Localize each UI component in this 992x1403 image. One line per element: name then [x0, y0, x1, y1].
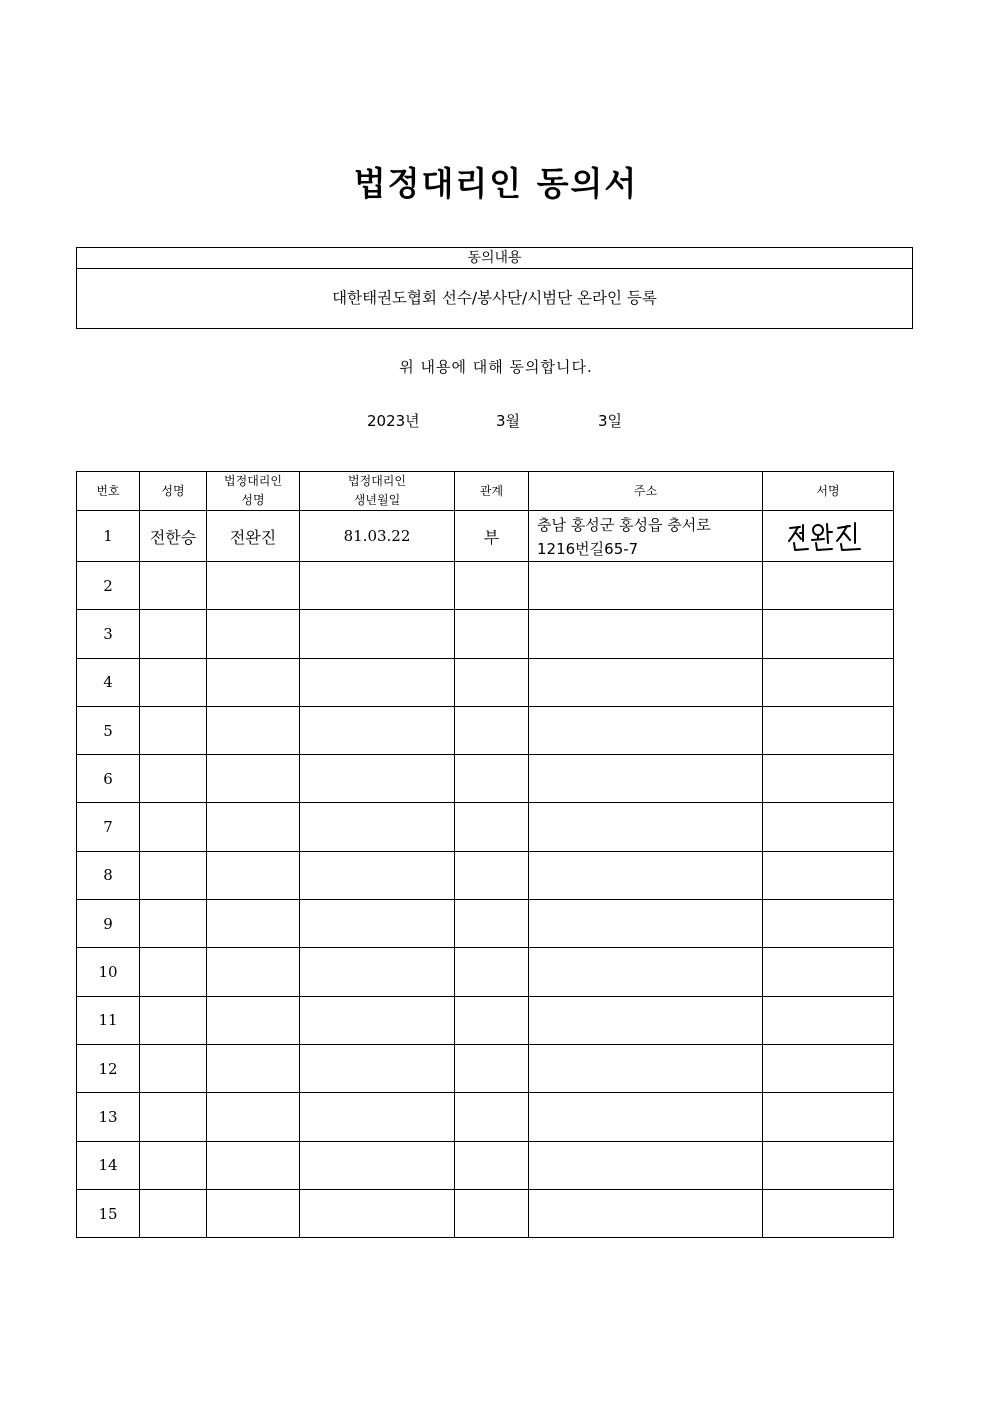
table-header-row [77, 472, 894, 511]
consent-header: 동의내용 [77, 248, 912, 269]
header-name: 성명 [140, 472, 207, 511]
table-row [77, 803, 894, 851]
guardian-table [76, 471, 894, 1238]
row-no: 10 [77, 948, 140, 996]
row-no: 5 [77, 706, 140, 754]
header-guardian-name [207, 472, 300, 511]
agree-statement: 위 내용에 대해 동의합니다. [399, 358, 593, 376]
row-no: 9 [77, 900, 140, 948]
table-row [77, 706, 894, 754]
table-row [77, 996, 894, 1044]
header-signature: 서명 [763, 472, 894, 511]
table-row [77, 1093, 894, 1141]
row-no: 11 [77, 996, 140, 1044]
header-guardian-name-line1: 법정대리인 [224, 474, 282, 488]
row-relation: 부 [455, 511, 529, 562]
table-row [77, 562, 894, 610]
header-relation: 관계 [455, 472, 529, 511]
row-no: 7 [77, 803, 140, 851]
row-no: 4 [77, 658, 140, 706]
date-day: 3일 [598, 412, 623, 430]
date-month: 3월 [496, 412, 521, 430]
header-guardian-birth [300, 472, 455, 511]
row-no: 2 [77, 562, 140, 610]
table-row [77, 948, 894, 996]
row-signature [763, 511, 894, 562]
row-no: 13 [77, 1093, 140, 1141]
table-row [77, 610, 894, 658]
header-guardian-name-line2: 성명 [241, 493, 265, 507]
page-title: 법정대리인 동의서 [353, 164, 639, 203]
header-guardian-birth-line1: 법정대리인 [348, 474, 406, 488]
row-no: 15 [77, 1189, 140, 1237]
consent-body: 대한태권도협회 선수/봉사단/시범단 온라인 등록 [332, 289, 657, 307]
table-row [77, 1141, 894, 1189]
row-no: 1 [77, 511, 140, 562]
header-address: 주소 [529, 472, 763, 511]
row-guardian-birth: 81.03.22 [300, 511, 455, 562]
row-no: 14 [77, 1141, 140, 1189]
row-address-line2: 1216번길65-7 [537, 540, 639, 558]
header-guardian-birth-line2: 생년월일 [353, 493, 401, 507]
row-no: 12 [77, 1044, 140, 1092]
row-no: 8 [77, 851, 140, 899]
row-name: 전한승 [140, 511, 207, 562]
table-row [77, 1189, 894, 1237]
table-row [77, 755, 894, 803]
row-address-line1: 충남 홍성군 홍성읍 충서로 [537, 516, 711, 534]
table-row [77, 851, 894, 899]
table-row [77, 511, 894, 562]
row-guardian-name: 전완진 [207, 511, 300, 562]
table-row [77, 1044, 894, 1092]
table-row [77, 658, 894, 706]
header-no: 번호 [77, 472, 140, 511]
handwritten-signature [788, 519, 868, 553]
date-year: 2023년 [367, 412, 420, 430]
consent-box [76, 247, 913, 329]
table-row [77, 900, 894, 948]
row-no: 3 [77, 610, 140, 658]
row-no: 6 [77, 755, 140, 803]
row-address [529, 511, 763, 562]
